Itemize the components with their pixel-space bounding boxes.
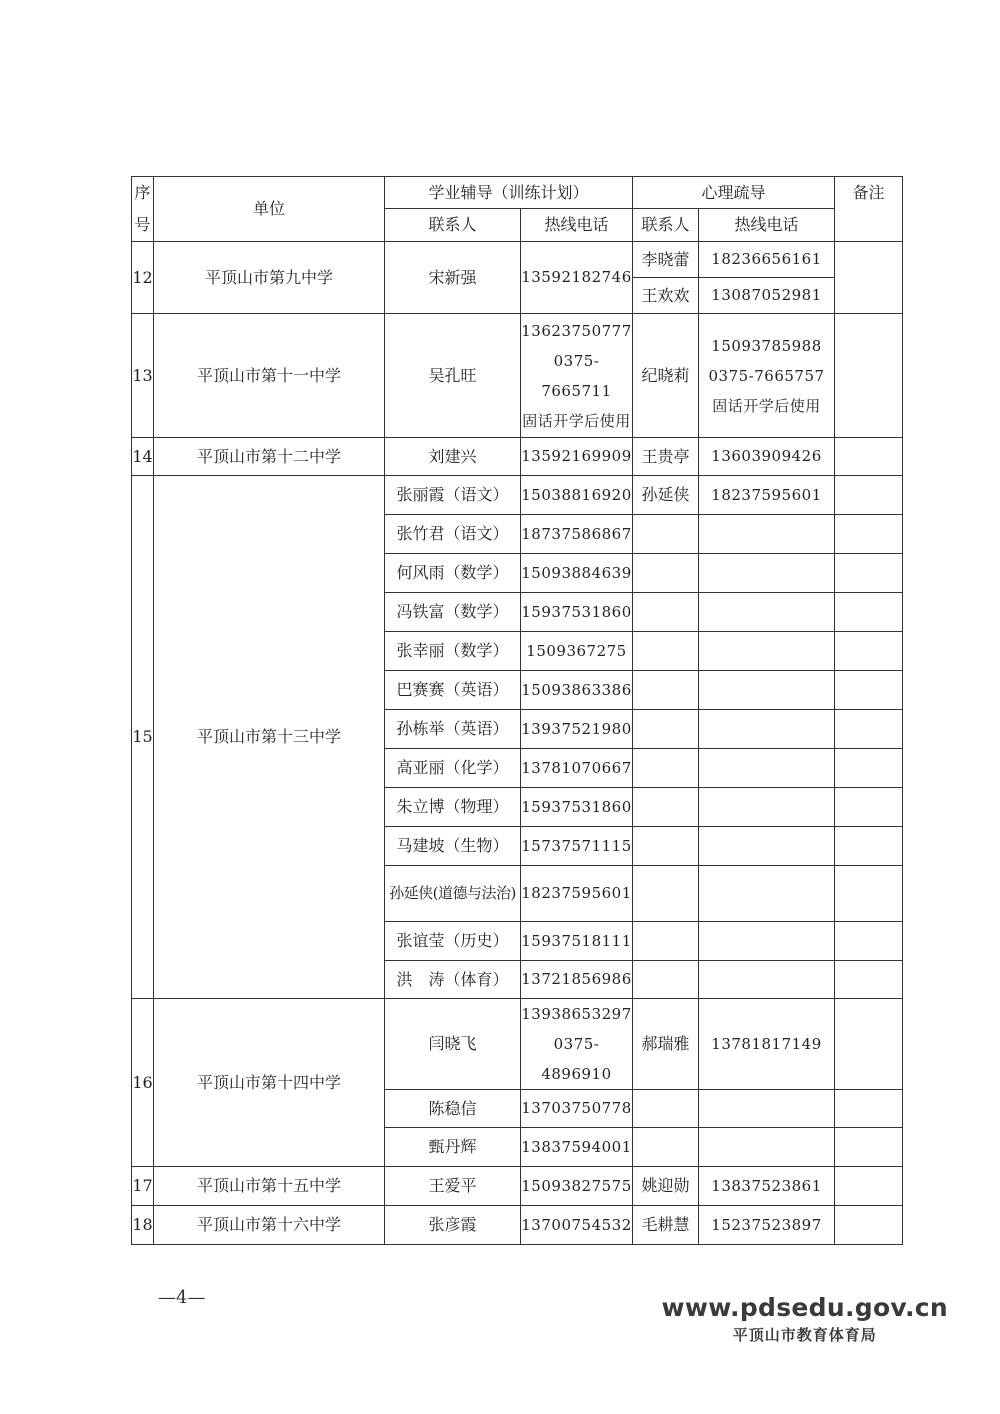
- remark-cell: [835, 749, 903, 788]
- unit-cell: 平顶山市第九中学: [154, 242, 385, 314]
- psych-contact-cell: 姚迎勋: [633, 1167, 699, 1206]
- header-remark: 备注: [835, 177, 903, 242]
- unit-cell: 平顶山市第十六中学: [154, 1206, 385, 1245]
- psych-phone-cell: 13603909426: [699, 438, 835, 476]
- remark-cell: [835, 671, 903, 710]
- psych-phone-cell: [699, 788, 835, 827]
- phone-line: 13623750777: [521, 321, 632, 340]
- header-seq-char-1: 序: [134, 183, 151, 202]
- psych-phone-cell: [699, 314, 835, 438]
- academic-phone-cell: 15093863386: [521, 671, 633, 710]
- psych-contact-cell: 李晓蕾: [633, 242, 699, 278]
- psych-phone-cell: 13087052981: [699, 278, 835, 314]
- seq-cell: 12: [132, 242, 154, 314]
- seq-cell: 14: [132, 438, 154, 476]
- header-seq: [132, 177, 154, 242]
- seq-cell: 15: [132, 476, 154, 999]
- seq-cell: 18: [132, 1206, 154, 1245]
- remark-cell: [835, 999, 903, 1090]
- academic-contact-cell: 张丽霞（语文）: [385, 476, 521, 515]
- academic-contact-cell: 闫晓飞: [385, 999, 521, 1090]
- psych-phone-cell: [699, 632, 835, 671]
- remark-cell: [835, 632, 903, 671]
- remark-cell: [835, 710, 903, 749]
- phone-note: 固话开学后使用: [712, 396, 821, 415]
- psych-contact-cell: 王贵亭: [633, 438, 699, 476]
- psych-phone-cell: 15237523897: [699, 1206, 835, 1245]
- remark-cell: [835, 788, 903, 827]
- remark-cell: [835, 438, 903, 476]
- psych-contact-cell: 孙延侠: [633, 476, 699, 515]
- academic-phone-cell: 13781070667: [521, 749, 633, 788]
- psych-phone-cell: [699, 515, 835, 554]
- remark-cell: [835, 593, 903, 632]
- academic-phone-cell: 1509367275: [521, 632, 633, 671]
- psych-contact-cell: 王欢欢: [633, 278, 699, 314]
- academic-phone-cell: 13937521980: [521, 710, 633, 749]
- remark-cell: [835, 515, 903, 554]
- psych-phone-cell: 18236656161: [699, 242, 835, 278]
- psych-contact-cell: [633, 749, 699, 788]
- academic-contact-cell: 张谊莹（历史）: [385, 922, 521, 961]
- academic-contact-cell: 冯铁富（数学）: [385, 593, 521, 632]
- academic-contact-cell: 巴赛赛（英语）: [385, 671, 521, 710]
- header-psych-contact: 联系人: [633, 209, 699, 242]
- psych-contact-cell: 郝瑞雅: [633, 999, 699, 1090]
- academic-phone-cell: 15093884639: [521, 554, 633, 593]
- unit-cell: 平顶山市第十一中学: [154, 314, 385, 438]
- table-row: [132, 242, 903, 278]
- academic-contact-cell: 张竹君（语文）: [385, 515, 521, 554]
- header-academic-contact: 联系人: [385, 209, 521, 242]
- academic-contact-cell: 吴孔旺: [385, 314, 521, 438]
- psych-contact-cell: [633, 632, 699, 671]
- remark-cell: [835, 922, 903, 961]
- remark-cell: [835, 1090, 903, 1128]
- academic-phone-cell: 13700754532: [521, 1206, 633, 1245]
- header-row-top: [132, 177, 903, 209]
- academic-phone-cell: 13592169909: [521, 438, 633, 476]
- psych-phone-cell: [699, 710, 835, 749]
- site-url: www.pdsedu.gov.cn: [661, 1293, 948, 1322]
- page-number: —4—: [158, 1287, 206, 1308]
- psych-contact-cell: 毛耕慧: [633, 1206, 699, 1245]
- academic-phone-cell: 15937518111: [521, 922, 633, 961]
- unit-cell: 平顶山市第十四中学: [154, 999, 385, 1167]
- phone-line: 0375-7665757: [708, 366, 825, 385]
- psych-contact-cell: [633, 593, 699, 632]
- header-academic-hotline: 热线电话: [521, 209, 633, 242]
- psych-phone-cell: [699, 866, 835, 922]
- header-unit: 单位: [154, 177, 385, 242]
- header-psych: 心理疏导: [633, 177, 835, 209]
- table-row: [132, 1167, 903, 1206]
- academic-phone-cell: 15937531860: [521, 593, 633, 632]
- psych-phone-cell: [699, 554, 835, 593]
- academic-phone-cell: 13592182746: [521, 242, 633, 314]
- psych-contact-cell: 纪晓莉: [633, 314, 699, 438]
- phone-note: 固话开学后使用: [522, 411, 631, 430]
- academic-phone-cell: 18737586867: [521, 515, 633, 554]
- academic-phone-cell: [521, 314, 633, 438]
- academic-phone-cell: 15038816920: [521, 476, 633, 515]
- academic-contact-cell: 孙延侠(道德与法治): [385, 866, 521, 922]
- remark-cell: [835, 1167, 903, 1206]
- psych-contact-cell: [633, 1090, 699, 1128]
- academic-phone-cell: 18237595601: [521, 866, 633, 922]
- psych-phone-cell: [699, 671, 835, 710]
- academic-contact-cell: 甄丹辉: [385, 1128, 521, 1167]
- remark-cell: [835, 866, 903, 922]
- remark-cell: [835, 1206, 903, 1245]
- psych-contact-cell: [633, 515, 699, 554]
- academic-contact-cell: 马建坡（生物）: [385, 827, 521, 866]
- seq-cell: 17: [132, 1167, 154, 1206]
- psych-contact-cell: [633, 671, 699, 710]
- psych-phone-cell: [699, 1090, 835, 1128]
- remark-cell: [835, 476, 903, 515]
- academic-contact-cell: 朱立博（物理）: [385, 788, 521, 827]
- phone-line: 0375-4896910: [541, 1035, 612, 1083]
- site-watermark: [661, 1293, 948, 1345]
- psych-phone-cell: [699, 593, 835, 632]
- psych-phone-cell: [699, 961, 835, 999]
- psych-contact-cell: [633, 554, 699, 593]
- psych-phone-cell: 13837523861: [699, 1167, 835, 1206]
- academic-phone-cell: [521, 999, 633, 1090]
- header-academic: 学业辅导（训练计划）: [385, 177, 633, 209]
- unit-cell: 平顶山市第十三中学: [154, 476, 385, 999]
- academic-contact-cell: 高亚丽（化学）: [385, 749, 521, 788]
- academic-contact-cell: 刘建兴: [385, 438, 521, 476]
- table-row: [132, 438, 903, 476]
- psych-contact-cell: [633, 788, 699, 827]
- academic-phone-cell: 13703750778: [521, 1090, 633, 1128]
- phone-line: 15093785988: [711, 336, 822, 355]
- unit-cell: 平顶山市第十五中学: [154, 1167, 385, 1206]
- table-row: [132, 476, 903, 515]
- seq-cell: 16: [132, 999, 154, 1167]
- phone-line: 0375-7665711: [541, 351, 612, 400]
- phone-line: 13938653297: [521, 1005, 632, 1023]
- academic-phone-cell: 13837594001: [521, 1128, 633, 1167]
- remark-cell: [835, 827, 903, 866]
- academic-contact-cell: 张彦霞: [385, 1206, 521, 1245]
- remark-cell: [835, 554, 903, 593]
- academic-contact-cell: 王爱平: [385, 1167, 521, 1206]
- academic-contact-cell: 张幸丽（数学）: [385, 632, 521, 671]
- psych-phone-cell: [699, 827, 835, 866]
- academic-phone-cell: 15093827575: [521, 1167, 633, 1206]
- psych-contact-cell: [633, 866, 699, 922]
- psych-contact-cell: [633, 961, 699, 999]
- psych-phone-cell: [699, 749, 835, 788]
- site-org: 平顶山市教育体育局: [732, 1326, 877, 1344]
- academic-phone-cell: 15737571115: [521, 827, 633, 866]
- remark-cell: [835, 242, 903, 314]
- academic-contact-cell: 何风雨（数学）: [385, 554, 521, 593]
- remark-cell: [835, 961, 903, 999]
- academic-contact-cell: 洪 涛（体育）: [385, 961, 521, 999]
- table-row: [132, 1206, 903, 1245]
- hotline-table: [131, 176, 903, 1245]
- academic-contact-cell: 宋新强: [385, 242, 521, 314]
- academic-contact-cell: 陈稳信: [385, 1090, 521, 1128]
- unit-cell: 平顶山市第十二中学: [154, 438, 385, 476]
- psych-phone-cell: [699, 1128, 835, 1167]
- table-row: [132, 999, 903, 1090]
- psych-phone-cell: [699, 922, 835, 961]
- seq-cell: 13: [132, 314, 154, 438]
- academic-contact-cell: 孙栋举（英语）: [385, 710, 521, 749]
- academic-phone-cell: 15937531860: [521, 788, 633, 827]
- remark-cell: [835, 1128, 903, 1167]
- academic-phone-cell: 13721856986: [521, 961, 633, 999]
- header-psych-hotline: 热线电话: [699, 209, 835, 242]
- remark-cell: [835, 314, 903, 438]
- psych-contact-cell: [633, 710, 699, 749]
- header-seq-char-2: 号: [134, 215, 151, 234]
- psych-contact-cell: [633, 922, 699, 961]
- psych-contact-cell: [633, 827, 699, 866]
- table-row: [132, 314, 903, 438]
- psych-contact-cell: [633, 1128, 699, 1167]
- psych-phone-cell: 18237595601: [699, 476, 835, 515]
- psych-phone-cell: 13781817149: [699, 999, 835, 1090]
